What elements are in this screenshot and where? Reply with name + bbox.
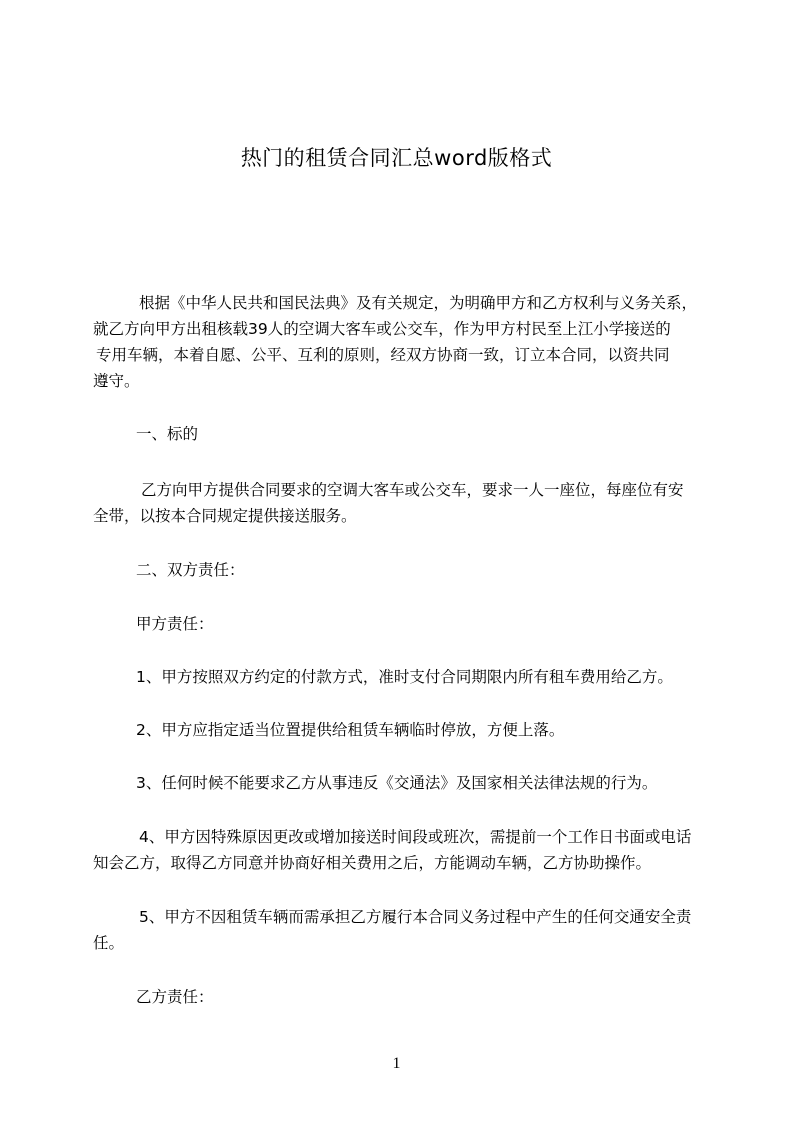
- section-1-heading: 一、标的: [136, 425, 199, 443]
- party-a-item-5-line-2: 任。: [93, 934, 125, 952]
- intro-line-1: 根据《中华人民共和国民法典》及有关规定，为明确甲方和乙方权利与义务关系，: [139, 294, 698, 312]
- party-a-item-1: 1、甲方按照双方约定的付款方式，准时支付合同期限内所有租车费用给乙方。: [136, 668, 673, 686]
- intro-line-4: 遵守。: [93, 372, 140, 390]
- section-2-heading: 二、双方责任：: [136, 561, 245, 579]
- section-1-line-1: 乙方向甲方提供合同要求的空调大客车或公交车，要求一人一座位，每座位有安: [141, 481, 684, 499]
- party-a-item-2: 2、甲方应指定适当位置提供给租赁车辆临时停放，方便上落。: [136, 721, 565, 739]
- section-1-line-2: 全带，以按本合同规定提供接送服务。: [93, 507, 357, 525]
- intro-line-2: 就乙方向甲方出租核载39人的空调大客车或公交车，作为甲方村民至上江小学接送的: [93, 320, 671, 338]
- document-title: 热门的租赁合同汇总word版格式: [240, 146, 553, 170]
- party-a-item-4-line-2: 知会乙方，取得乙方同意并协商好相关费用之后，方能调动车辆，乙方协助操作。: [93, 854, 652, 872]
- party-a-item-5-line-1: 5、甲方不因租赁车辆而需承担乙方履行本合同义务过程中产生的任何交通安全责: [139, 908, 692, 926]
- intro-line-3: 专用车辆，本着自愿、公平、互利的原则，经双方协商一致，订立本合同，以资共同: [96, 346, 670, 364]
- page-number: 1: [392, 1055, 401, 1072]
- party-a-heading: 甲方责任：: [136, 615, 214, 633]
- party-a-item-3: 3、任何时候不能要求乙方从事违反《交通法》及国家相关法律法规的行为。: [136, 774, 658, 792]
- party-b-heading: 乙方责任：: [136, 988, 214, 1006]
- party-a-item-4-line-1: 4、甲方因特殊原因更改或增加接送时间段或班次，需提前一个工作日书面或电话: [139, 828, 692, 846]
